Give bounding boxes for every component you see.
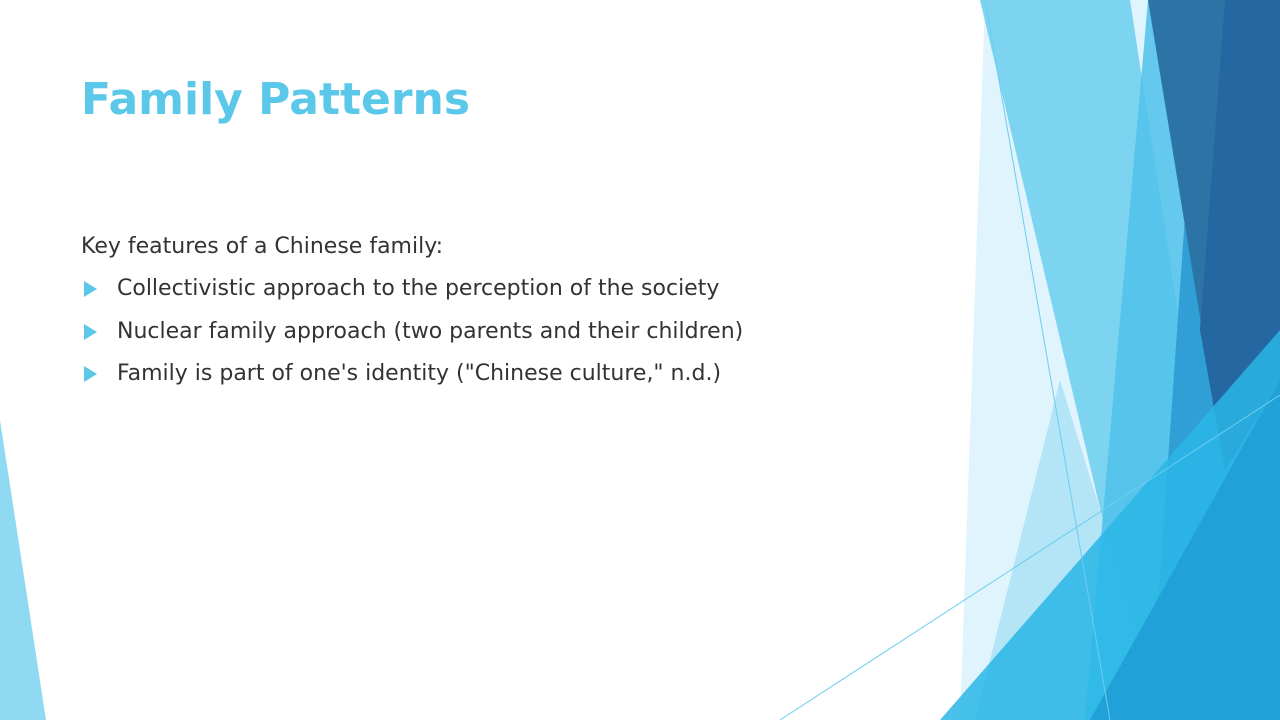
bullet-item <box>81 270 961 313</box>
slide-content <box>81 228 961 398</box>
triangle-right-icon <box>84 366 97 382</box>
slide-title: Family Patterns <box>81 74 471 125</box>
bullet-item <box>81 313 961 356</box>
left-accent-shape <box>0 420 46 720</box>
bullet-text: Family is part of one's identity ("Chinese culture," n.d.) <box>117 361 722 386</box>
triangle-right-icon <box>84 281 97 297</box>
triangle-right-icon <box>84 324 97 340</box>
intro-text: Key features of a Chinese family: <box>81 234 444 259</box>
bullet-text: Nuclear family approach (two parents and their children) <box>117 318 744 344</box>
bullet-item <box>81 355 961 398</box>
bullet-text: Collectivistic approach to the perception of the society <box>117 276 720 301</box>
bullet-list <box>81 270 961 398</box>
